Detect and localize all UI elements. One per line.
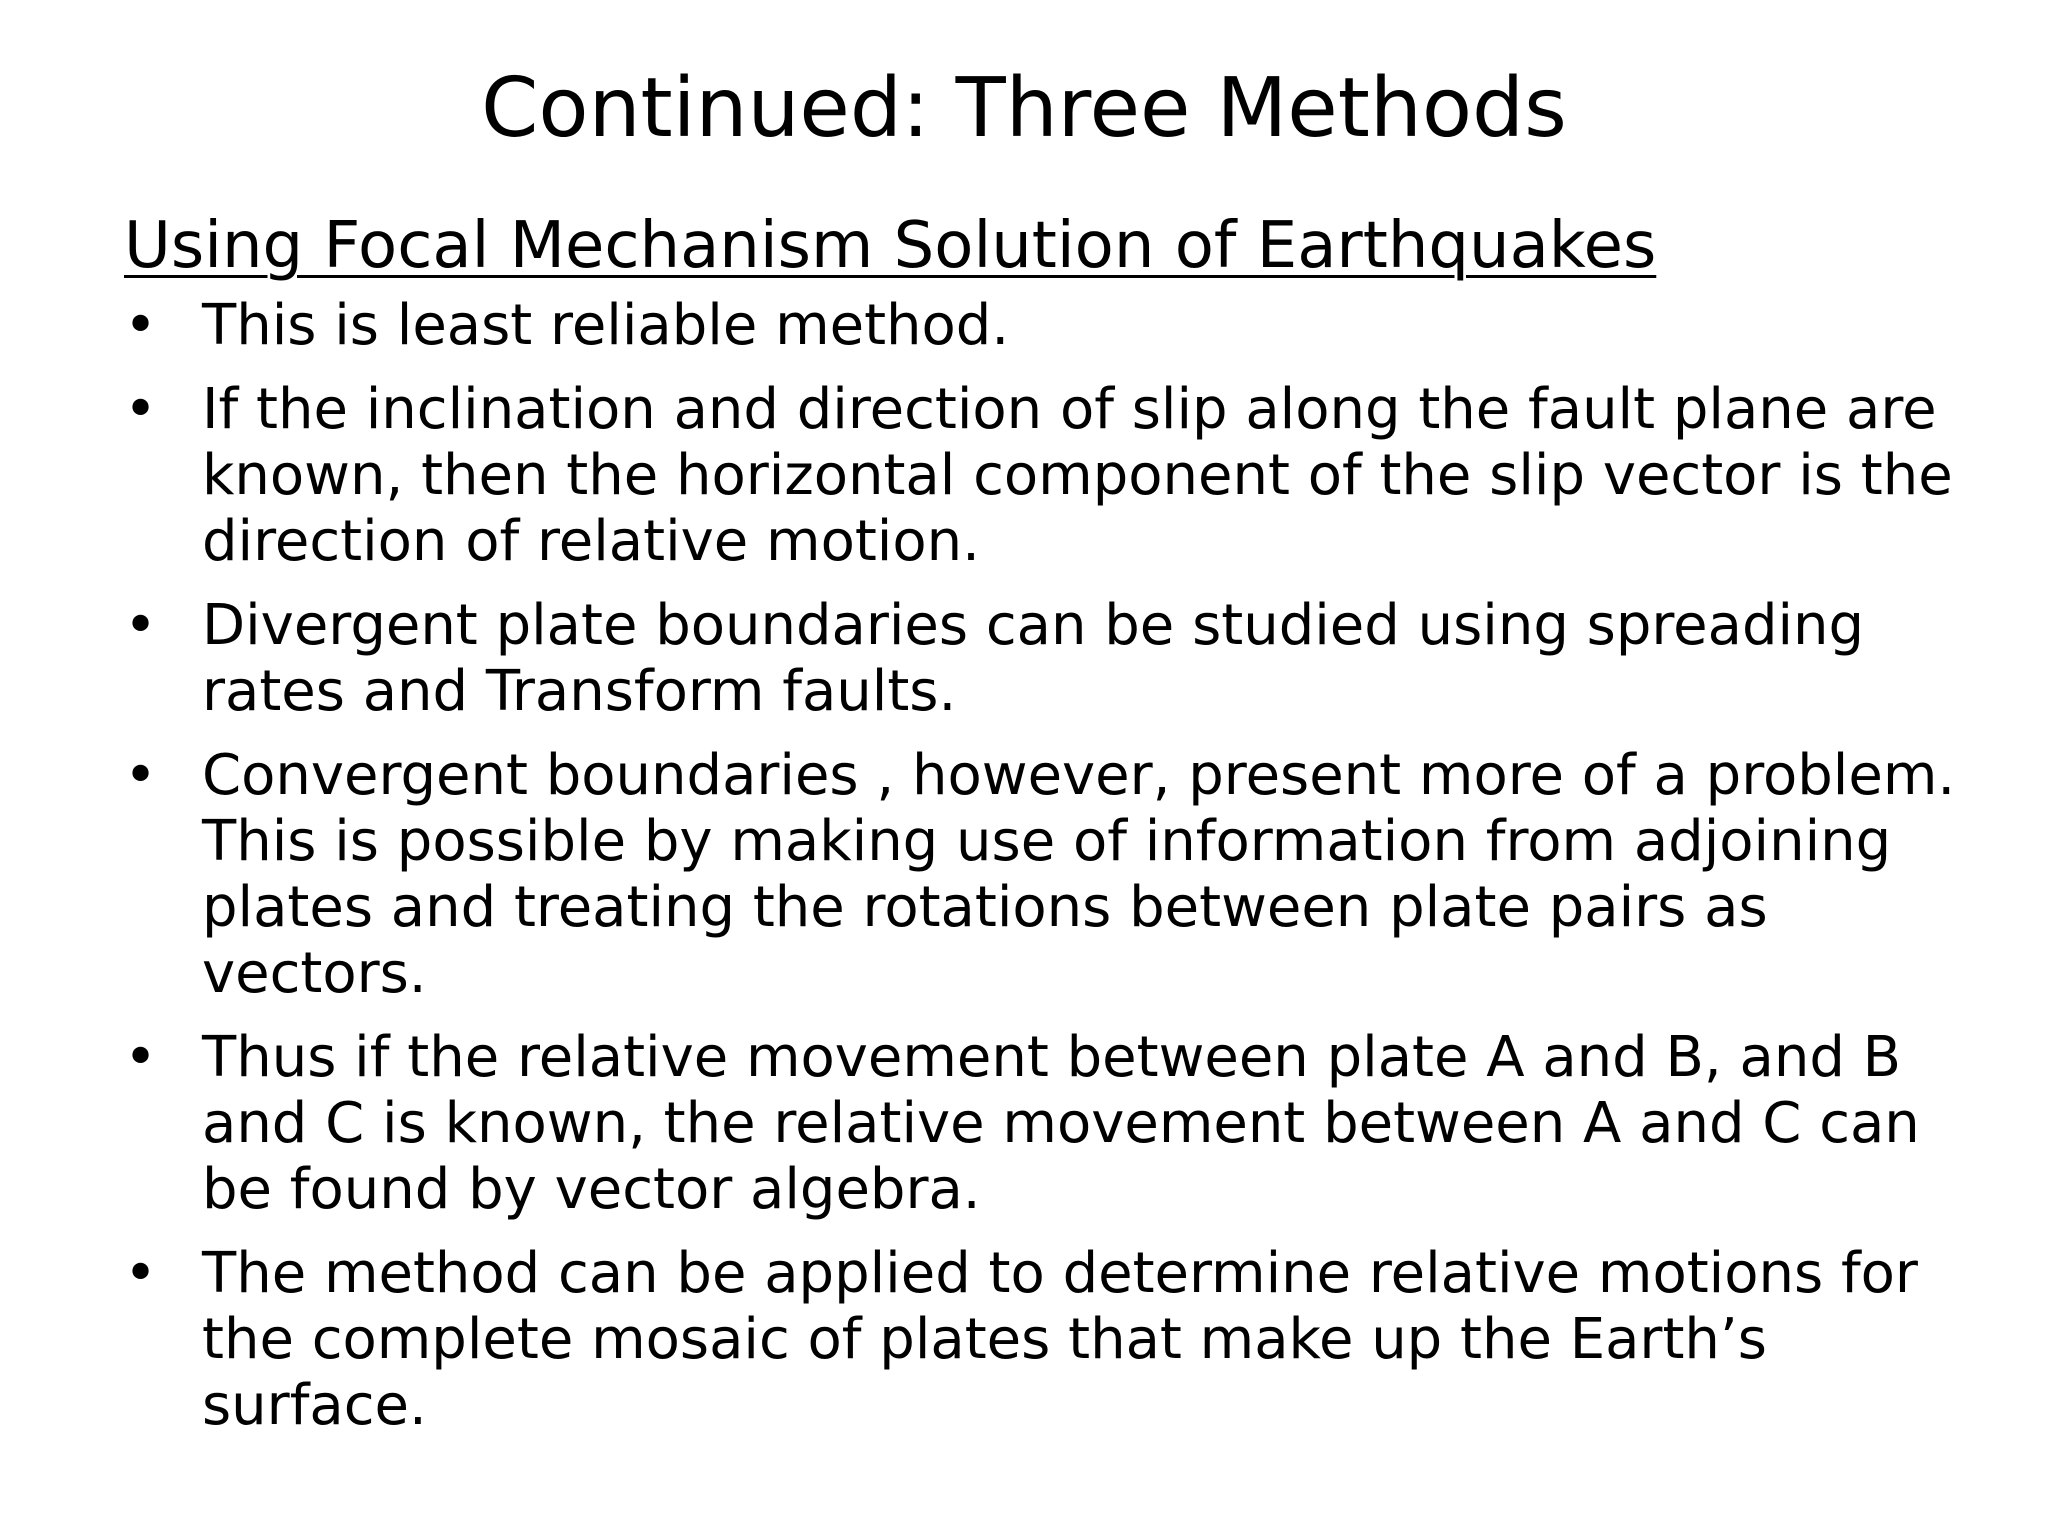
bullet-item: [124, 293, 1964, 359]
bullet-text: Convergent boundaries , however, present more of a problem. This is possible by making use of information from adjoining plates and treating the rotations between plate pairs as vectors.: [202, 742, 1956, 1006]
bullet-item: [124, 377, 1964, 575]
bullet-item: [124, 593, 1964, 725]
section-subheading: Using Focal Mechanism Solution of Earthquakes: [124, 209, 1657, 283]
bullet-dot-icon: •: [124, 742, 158, 808]
bullet-text: Thus if the relative movement between plate A and B, and B and C is known, the relative movement between A and C can be found by vector algebra.: [202, 1024, 1920, 1222]
bullet-item: [124, 1241, 1964, 1439]
slide-title: Continued: Three Methods: [481, 61, 1567, 156]
bullet-dot-icon: •: [124, 292, 158, 358]
bullet-dot-icon: •: [124, 1024, 158, 1090]
bullet-dot-icon: •: [124, 376, 158, 442]
bullet-dot-icon: •: [124, 1240, 158, 1306]
bullet-item: [124, 1025, 1964, 1223]
bullet-text: Divergent plate boundaries can be studied using spreading rates and Transform faults.: [202, 592, 1865, 724]
bullet-text: If the inclination and direction of slip along the fault plane are known, then the horizontal component of the slip vector is the direction of relative motion.: [202, 376, 1953, 574]
slide-content: [124, 208, 1964, 1457]
bullet-item: [124, 743, 1964, 1007]
bullet-text: The method can be applied to determine relative motions for the complete mosaic of plates that make up the Earth’s surface.: [202, 1240, 1918, 1438]
bullet-text: This is least reliable method.: [202, 292, 1010, 358]
bullet-dot-icon: •: [124, 592, 158, 658]
bullet-list: [124, 293, 1964, 1439]
